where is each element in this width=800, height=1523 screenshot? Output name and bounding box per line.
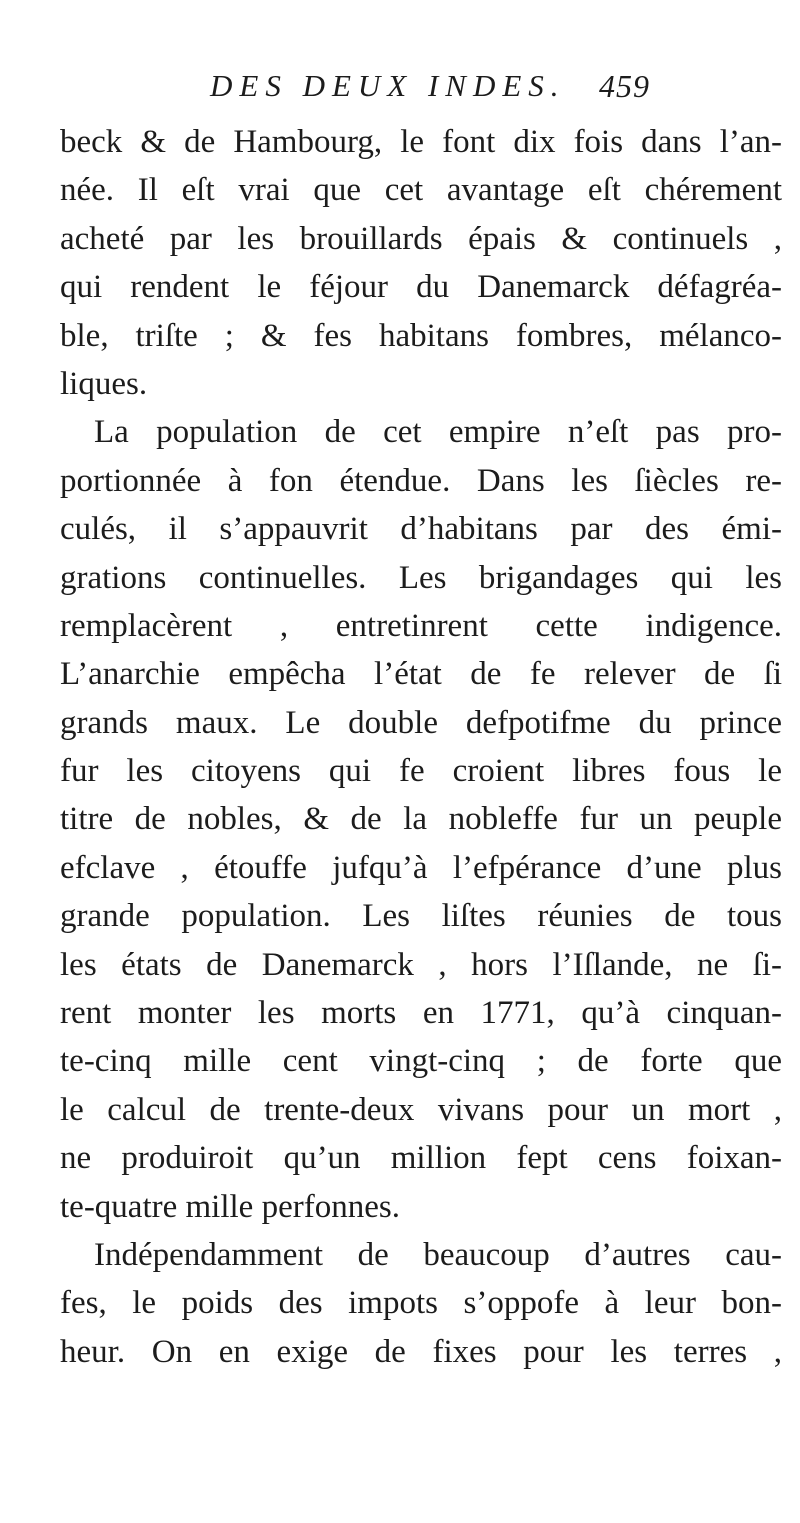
text-line: qui rendent le féjour du Danemarck défagréa- (60, 269, 782, 306)
text-line: te-cinq mille cent vingt-cinq ; de forte que (60, 1043, 782, 1080)
text-line: grande population. Les liſtes réunies de tous (60, 898, 782, 935)
text-line: culés, il s’appauvrit d’habitans par des émi- (60, 511, 782, 548)
text-line: grands maux. Le double defpotifme du prince (60, 704, 782, 741)
text-line: te-quatre mille perfonnes. (60, 1188, 400, 1225)
text-body (60, 118, 782, 1376)
text-line: née. Il eſt vrai que cet avantage eſt chérement (60, 172, 782, 209)
text-line: heur. On en exige de fixes pour les terres , (60, 1333, 782, 1370)
text-line: grations continuelles. Les brigandages qui les (60, 559, 782, 596)
text-line: ne produiroit qu’un million fept cens foixan- (60, 1140, 782, 1177)
text-line: le calcul de trente-deux vivans pour un mort , (60, 1091, 782, 1128)
text-line: beck & de Hambourg, le font dix fois dans l’an- (60, 124, 782, 160)
text-line: titre de nobles, & de la nobleffe fur un peuple (60, 801, 782, 838)
text-line: remplacèrent , entretinrent cette indigence. (60, 607, 782, 644)
text-line: portionnée à fon étendue. Dans les ſiècles re- (60, 462, 782, 499)
running-head (210, 68, 650, 112)
text-line: fes, le poids des impots s’oppofe à leur bon- (60, 1285, 782, 1322)
text-line: les états de Danemarck , hors l’Iſlande, ne ſi- (60, 946, 782, 983)
text-line: ble, triſte ; & fes habitans fombres, mélanco- (60, 317, 782, 354)
text-line: La population de cet empire n’eſt pas pro- (94, 414, 782, 451)
text-line: rent monter les morts en 1771, qu’à cinquan- (60, 995, 782, 1032)
page-number: 459 (599, 68, 650, 104)
text-line: efclave , étouffe jufqu’à l’efpérance d’une plus (60, 849, 782, 886)
text-line: fur les citoyens qui fe croient libres fous le (60, 753, 782, 790)
text-line: acheté par les brouillards épais & continuels , (60, 220, 782, 257)
running-title: DES DEUX INDES. (210, 68, 566, 103)
text-line: liques. (60, 365, 148, 402)
text-line: L’anarchie empêcha l’état de fe relever de ſi (60, 656, 782, 693)
text-line: Indépendamment de beaucoup d’autres cau- (94, 1236, 782, 1273)
